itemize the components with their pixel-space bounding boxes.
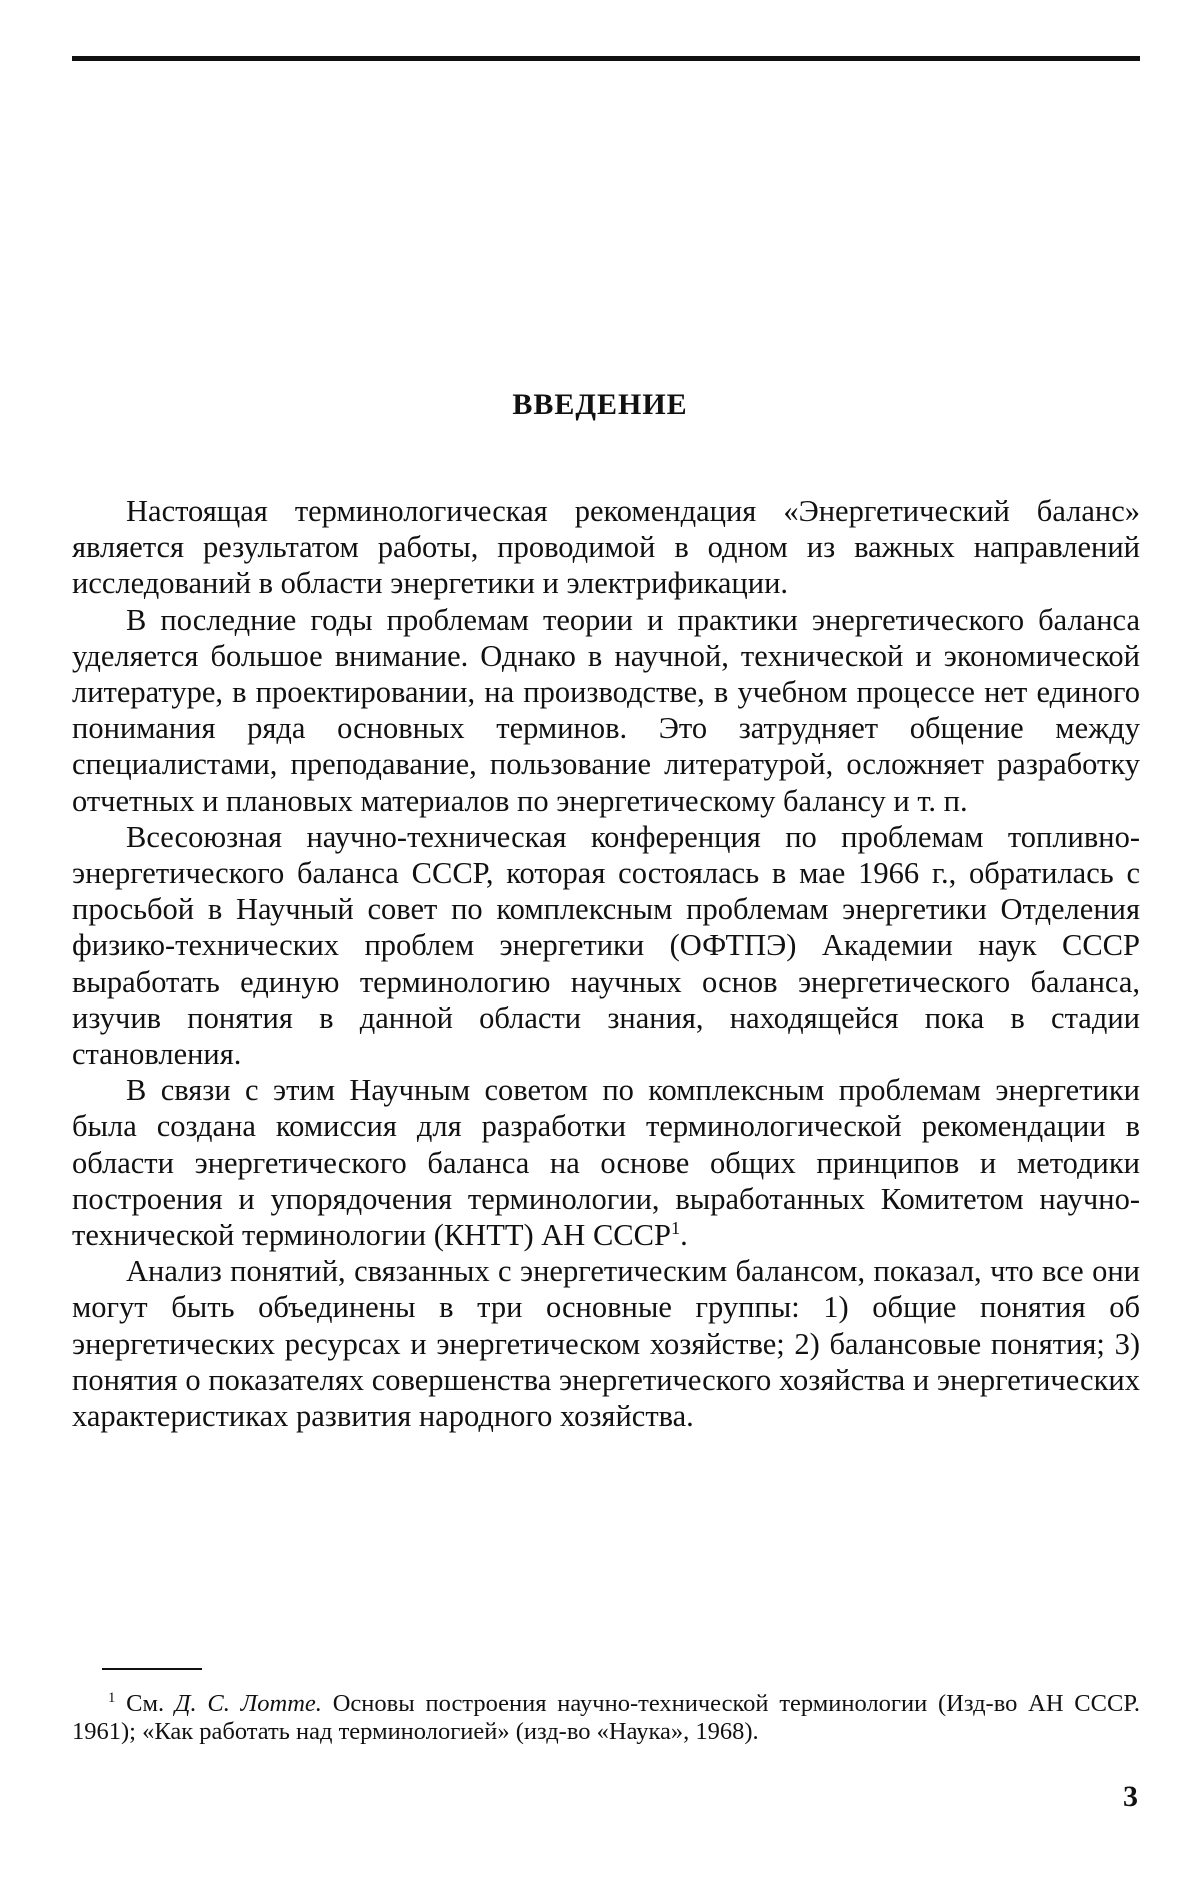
paragraph-4: [72, 1072, 1140, 1253]
footnote-reference[interactable]: 1: [671, 1218, 680, 1238]
footnote-prefix: См.: [126, 1690, 164, 1717]
paragraph-2: В последние годы проблемам теории и практики энергетического баланса уделяется большое внимание. Однако в научной, технической и экономической литературе, в проектировании, на производстве, в учебном процессе нет единого понимания ряда основных терминов. Это затрудняет общение между специалистами, преподавание, пользование литературой, осложняет разработку отчетных и плановых материалов по энергетическому балансу и т. п.: [72, 602, 1140, 819]
paragraph-3: Всесоюзная научно-техническая конференция по проблемам топливно-энергетического баланса СССР, которая состоялась в мае 1966 г., обратилась с просьбой в Научный совет по комплексным проблемам энергетики Отделения физико-технических проблем энергетики (ОФТПЭ) Академии наук СССР выработать единую терминологию научных основ энергетического баланса, изучив понятия в данной области знания, находящейся пока в стадии становления.: [72, 819, 1140, 1072]
footnote-author: Д. С. Лотте.: [175, 1690, 322, 1717]
paragraph-4-text: В связи с этим Научным советом по комплексным проблемам энергетики была создана комиссия для разработки терминологической рекомендации в области энергетического баланса на основе общих принципов и методики построения и упорядочения терминологии, выработанных Комитетом научно-технической терминологии (КНТТ) АН СССР: [72, 1073, 1140, 1252]
page-title: ВВЕДЕНИЕ: [0, 388, 1200, 422]
footnote-text: Основы построения научно-технической терминологии (Изд-во АН СССР. 1961); «Как работать над терминологией» (изд-во «Наука», 1968).: [72, 1690, 1140, 1745]
footnote-divider: [102, 1668, 202, 1670]
paragraph-5: Анализ понятий, связанных с энергетическим балансом, показал, что все они могут быть объединены в три основные группы: 1) общие понятия об энергетических ресурсах и энергетическом хозяйстве; 2) балансовые понятия; 3) понятия о показателях совершенства энергетического хозяйства и энергетических характеристиках развития народного хозяйства.: [72, 1253, 1140, 1434]
footnote: [72, 1690, 1140, 1746]
body-text: [72, 493, 1140, 1434]
top-rule: [72, 56, 1140, 61]
page-number: 3: [1123, 1780, 1138, 1814]
paragraph-4-end: .: [680, 1218, 688, 1252]
paragraph-1: Настоящая терминологическая рекомендация «Энергетический баланс» является результатом работы, проводимой в одном из важных направлений исследований в области энергетики и электрификации.: [72, 493, 1140, 602]
footnote-marker: 1: [108, 1690, 115, 1706]
